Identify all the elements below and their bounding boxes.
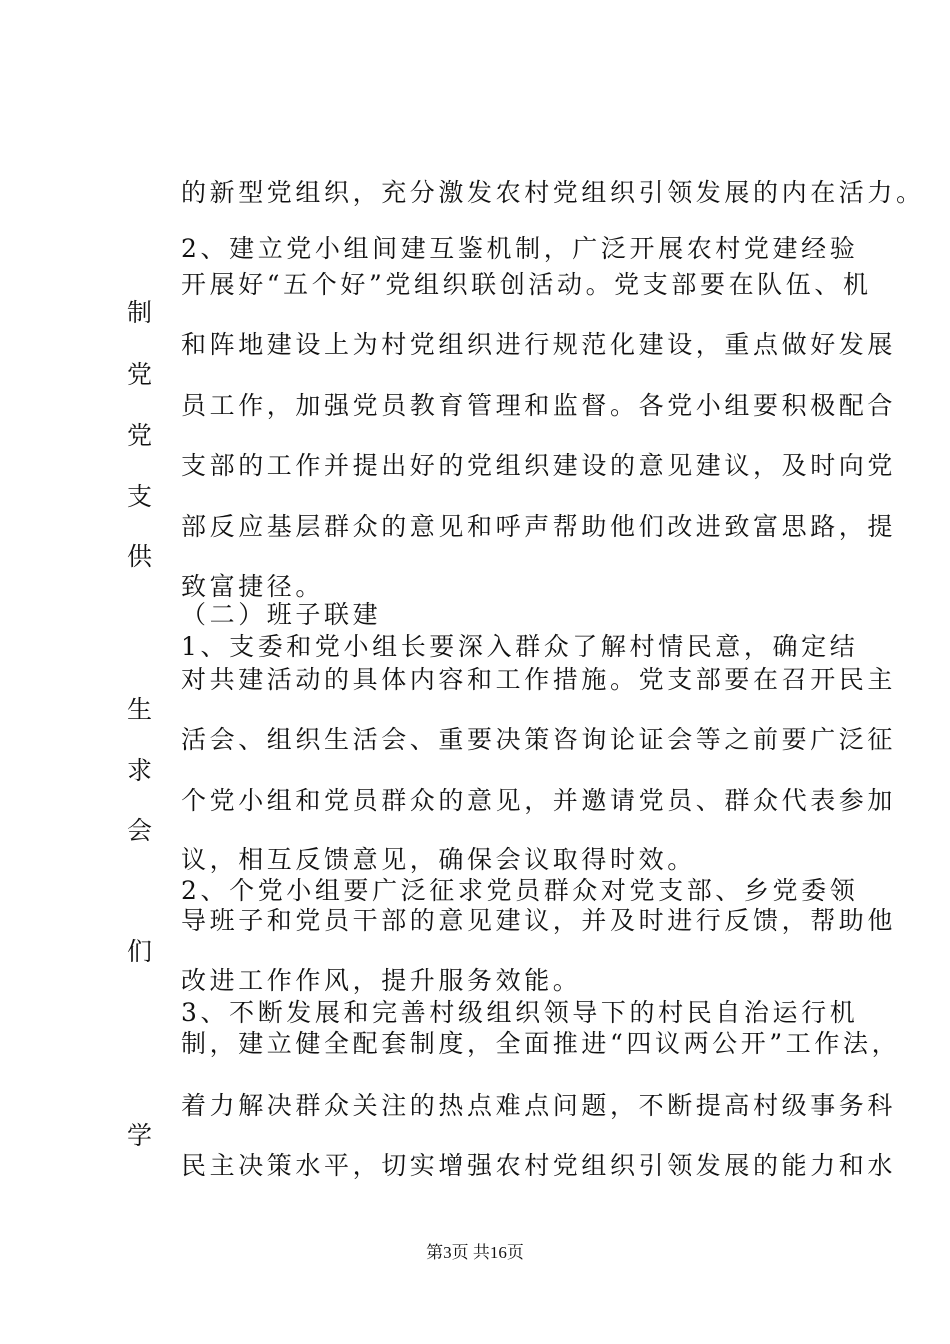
- text-line: 致富捷径。: [181, 572, 325, 601]
- text-line: 着力解决群众关注的热点难点问题，不断提高村级事务科: [181, 1091, 897, 1120]
- text-line: 的新型党组织，充分激发农村党组织引领发展的内在活力。: [181, 178, 925, 207]
- text-line: 2、建立党小组间建互鉴机制，广泛开展农村党建经验: [181, 234, 859, 263]
- margin-char: 支: [127, 482, 153, 511]
- margin-char: 制: [127, 298, 153, 327]
- text-line: 支部的工作并提出好的党组织建设的意见建议，及时向党: [181, 451, 897, 480]
- margin-char: 供: [127, 542, 153, 571]
- text-line: 开展好“五个好”党组织联创活动。党支部要在队伍、机: [181, 270, 872, 299]
- margin-char: 们: [127, 937, 153, 966]
- text-line: 改进工作作风，提升服务效能。: [181, 966, 582, 995]
- text-line: 导班子和党员干部的意见建议，并及时进行反馈，帮助他: [181, 906, 897, 935]
- text-line: 和阵地建设上为村党组织进行规范化建设，重点做好发展: [181, 330, 897, 359]
- text-line: 2、个党小组要广泛征求党员群众对党支部、乡党委领: [181, 876, 859, 905]
- margin-char: 学: [127, 1121, 153, 1150]
- text-line: 1、支委和党小组长要深入群众了解村情民意，确定结: [181, 632, 859, 661]
- text-line: 员工作，加强党员教育管理和监督。各党小组要积极配合: [181, 391, 897, 420]
- text-line: 制，建立健全配套制度，全面推进“四议两公开”工作法，: [181, 1029, 901, 1058]
- text-line: 议，相互反馈意见，确保会议取得时效。: [181, 845, 696, 874]
- text-line: 对共建活动的具体内容和工作措施。党支部要在召开民主: [181, 665, 897, 694]
- margin-char: 生: [127, 695, 153, 724]
- page-number: 第3页 共16页: [426, 1243, 524, 1262]
- section-heading: （二）班子联建: [181, 600, 382, 629]
- text-line: 个党小组和党员群众的意见，并邀请党员、群众代表参加: [181, 786, 897, 815]
- text-line: 活会、组织生活会、重要决策咨询论证会等之前要广泛征: [181, 725, 897, 754]
- margin-char: 党: [127, 360, 153, 389]
- text-line: 民主决策水平，切实增强农村党组织引领发展的能力和水: [181, 1151, 897, 1180]
- margin-char: 党: [127, 421, 153, 450]
- text-line: 3、不断发展和完善村级组织领导下的村民自治运行机: [181, 998, 859, 1027]
- margin-char: 求: [127, 756, 153, 785]
- text-line: 部反应基层群众的意见和呼声帮助他们改进致富思路，提: [181, 512, 897, 541]
- margin-char: 会: [127, 816, 153, 845]
